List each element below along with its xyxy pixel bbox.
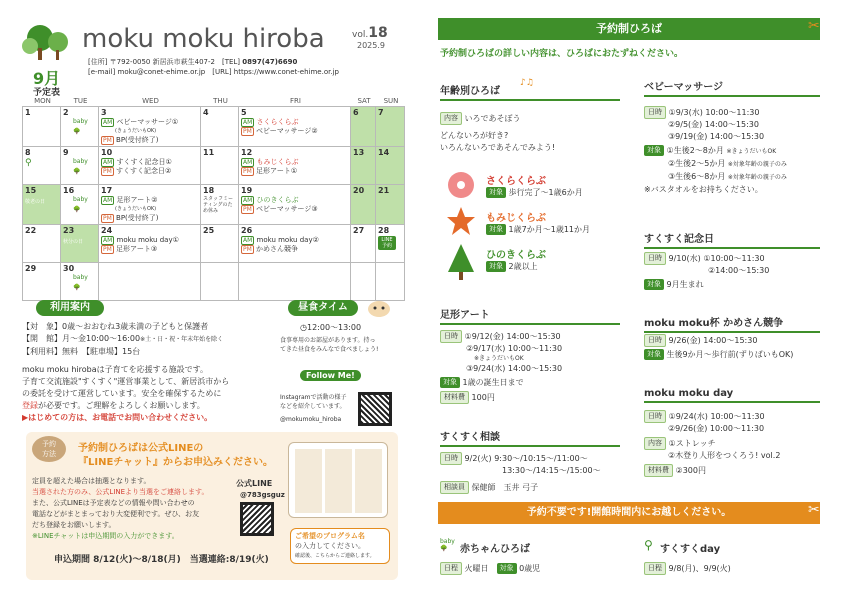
warning-icon: ▶ [22, 413, 29, 422]
ashigata-details: 日時 ①9/12(金) 14:00〜15:30 ②9/17(水) 10:00〜11:30 ※きょうだいもOK ③9/24(水) 14:00〜15:30 対象 1歳の誕生日まで 材料費 100円 [440, 330, 562, 404]
kame-details: 日時 9/26(金) 14:00〜15:30 対象 生後9か月〜歩行前(ずりばいもOK) [644, 334, 793, 361]
schedule-label: 予定表 [33, 88, 61, 98]
day-cell: 28 LINE予約 [376, 224, 405, 262]
sukusukuday-title: すくすくday [660, 544, 721, 555]
day-cell: 5 AM さくらくらぶ PM ベビーマッサージ② [239, 106, 351, 146]
day-cell: 21 [376, 184, 405, 224]
day-cell: 1 [23, 106, 61, 146]
scissors-icon: ✂ [808, 502, 820, 518]
phone-mockup [288, 442, 388, 518]
day-cell [351, 262, 376, 300]
instagram-qr-code[interactable] [358, 392, 392, 426]
baby-tree-icon: baby 🌳 [73, 117, 88, 135]
reserve-intro: 予約制ひろばの詳しい内容は、ひろばにおたずねください。 [440, 49, 684, 59]
day-cell: 9 baby 🌳 [61, 146, 99, 184]
day-cell: 11 [201, 146, 239, 184]
volume: vol.18 [352, 25, 388, 41]
baby-tree-icon: baby 🌳 [73, 195, 88, 213]
follow-desc: Instagramで活動の様子 などを紹介しています。 @mokumoku_hiroba [280, 394, 347, 423]
weekday-wed: WED [142, 96, 159, 105]
day-cell: 26 AM moku moku day② PM かめさん競争 [239, 224, 351, 262]
reserve-bar: 予約制ひろば [438, 18, 820, 40]
lunch-desc: 食事専用のお部屋があります。持っ てきた昼食をみんなで食べましょう! [280, 337, 379, 353]
day-cell: 2 baby 🌳 [61, 106, 99, 146]
weekday-sat: SAT [357, 96, 371, 105]
music-note-icon: ♪♫ [520, 78, 534, 88]
akachan-title: 赤ちゃんひろば [460, 544, 530, 555]
contact-line2: [e-mail] moku@conet-ehime.or.jp [URL] https://www.conet-ehime.or.jp [88, 68, 339, 76]
program-hint: ご希望のプログラム名 の入力してください。 確認後、こちらからご連絡します。 [290, 528, 390, 564]
period-row: 申込期間 8/12(火)〜8/18(月) 当選連絡:8/19(火) [54, 555, 269, 565]
scissors-icon: ✂ [808, 18, 820, 34]
soudan-details: 日時 9/2(火) 9:30〜/10:15〜/11:00〜 13:30〜/14:15〜/15:00〜 相談員 保健師 玉井 弓子 [440, 452, 601, 494]
day-cell: 12 AM もみじくらぶ PM 足形アート① [239, 146, 351, 184]
day-cell: 19 AM ひのきくらぶ PM ベビーマッサージ③ [239, 184, 351, 224]
ashigata-title: 足形アート [440, 306, 620, 325]
day-details: 日時 ①9/24(水) 10:00〜11:30 ②9/26(金) 10:00〜11:30 内容 ①ストレッチ ②木登り人形をつくろう! vol.2 材料費 ②300円 [644, 410, 780, 477]
day-cell: 7 [376, 106, 405, 146]
day-cell: 15 敬老の日 [23, 184, 61, 224]
line-id: @783gsguz [240, 491, 285, 499]
baby-tree-icon: baby 🌳 [73, 273, 88, 291]
weekday-mon: MON [34, 96, 51, 105]
logo-trees [18, 22, 78, 62]
day-cell: 14 [376, 146, 405, 184]
official-line-label: 公式LINE [236, 479, 273, 488]
massage-title: ベビーマッサージ [644, 78, 820, 97]
akachan-details: 日程 火曜日 対象 0歳児 [440, 562, 540, 575]
age-content: 内容 いろであそぼう [440, 112, 520, 125]
location-pin-icon: ⚲ [25, 157, 32, 168]
day-cell: 6 [351, 106, 376, 146]
day-cell: 23 秋分の日 [61, 224, 99, 262]
weekday-sun: SUN [383, 96, 399, 105]
clock-icon: ◷ [300, 323, 307, 332]
kinenbi-details: 日時 9/10(水) ①10:00〜11:30 ②14:00〜15:30 対象 9月生まれ [644, 252, 769, 291]
month-title: 9月 [33, 69, 61, 88]
momiji-icon [446, 206, 476, 240]
baby-tree-icon: baby 🌳 [440, 538, 455, 552]
day-cell: 18 スタッフミーティングのため休み [201, 184, 239, 224]
contact-line1: [住所] 〒792-0050 新居浜市萩生407-2 [TEL] 0897(47)6690 [88, 58, 298, 66]
baby-tree-icon: baby 🌳 [73, 157, 88, 175]
lunch-title: 昼食タイム [288, 300, 358, 316]
day-cell: 17 AM 足形アート② (きょうだいもOK) PM BP(受付終了) [99, 184, 201, 224]
day-cell: 24 AM moku moku day① PM 足形アート③ [99, 224, 201, 262]
line-reserve-badge: LINE予約 [378, 236, 396, 250]
day-cell: 20 [351, 184, 376, 224]
follow-badge: Follow Me! [300, 370, 361, 381]
hinoki-icon [446, 244, 476, 284]
kinenbi-title: すくすく記念日 [644, 230, 820, 249]
calendar [22, 96, 405, 301]
sakura-icon [446, 170, 476, 204]
day-cell [201, 262, 239, 300]
day-cell: 8 ⚲ [23, 146, 61, 184]
age-title: 年齢別ひろば [440, 82, 620, 101]
usage-info: 【対 象】0歳〜おおむね3歳未満の子どもと保護者 【開 館】月〜金10:00〜16:00※土・日・祝・年末年始を除く 【利用料】無料 【駐車場】15台 moku moku hirobaは子育てを応援する施設です。 子育て交流施設"すくすく"運営事業として、新居浜市から の委託を受けて運営しています。安全を確保するために 登録が必要です。ご理解をよろしくお願いします。 ▶はじめての方は、お電話でお問い合わせください。 [22, 322, 230, 422]
reservation-text: 定員を超えた場合は抽選となります。 当選された方のみ、公式LINEより当選をご連絡します。 また、公式LINEは予定表などの情報や問い合わせの 電話などがまとまっており大変便利です。ぜひ、お友 だち登録をお願いします。 ※LINEチャットは申込期間の入力ができます。 [32, 477, 209, 540]
day-cell: 10 AM すくすく記念日① PM すくすく記念日② [99, 146, 201, 184]
club-list: さくらくらぶ 対象 歩行完了〜1歳6か月 もみじくらぶ 対象 1歳7か月〜1歳11か月 ひのきくらぶ 対象 2歳以上 [486, 176, 590, 271]
page-title: moku moku hiroba [82, 24, 325, 54]
lunch-time: ◷12:00〜13:00 [300, 323, 362, 332]
kame-title: moku moku杯 かめさん競争 [644, 314, 820, 333]
day-cell: 29 [23, 262, 61, 300]
weekday-fri: FRI [290, 96, 301, 105]
day-cell [239, 262, 351, 300]
reservation-heading: 予約制ひろばは公式LINEの 『LINEチャット』からお申込みください。 [78, 443, 273, 468]
no-reserve-bar: 予約不要です!開館時間内にお越しください。 [438, 502, 820, 524]
onigiri-icon [366, 296, 392, 318]
issue-date: 2025.9 [357, 41, 385, 50]
day-cell: 27 [351, 224, 376, 262]
day-cell: 16 baby 🌳 [61, 184, 99, 224]
weekday-thu: THU [213, 96, 228, 105]
reservation-badge: 予約 方法 [32, 436, 66, 462]
line-qr-code[interactable] [240, 502, 274, 536]
day-cell: 25 [201, 224, 239, 262]
day-cell [376, 262, 405, 300]
sukusukuday-details: 日程 9/8(月)、9/9(火) [644, 562, 731, 575]
soudan-title: すくすく相談 [440, 428, 620, 447]
weekday-tue: TUE [73, 96, 88, 105]
day-cell: 4 [201, 106, 239, 146]
day-cell: 13 [351, 146, 376, 184]
day-cell [99, 262, 201, 300]
massage-details: 日時 ①9/3(水) 10:00〜11:30 ②9/5(金) 14:00〜15:30 ③9/19(金) 14:00〜15:30 対象 ①生後2〜8か月 ※きょうだいもOK ②生後2〜5か月 ※対象年齢の親子のみ ③生後6〜8か月 ※対象年齢の親子のみ ※バスタオルをお持ちください。 [644, 108, 787, 194]
day-title: moku moku day [644, 388, 820, 403]
day-cell: 30 baby 🌳 [61, 262, 99, 300]
location-pin-icon: ⚲ [644, 538, 653, 552]
usage-title: 利用案内 [36, 300, 104, 316]
age-question: どんないろが好き? いろんないろであそんでみよう! [440, 131, 556, 152]
day-cell: 22 [23, 224, 61, 262]
day-cell: 3 AM ベビーマッサージ① (きょうだいもOK) PM BP(受付終了) [99, 106, 201, 146]
